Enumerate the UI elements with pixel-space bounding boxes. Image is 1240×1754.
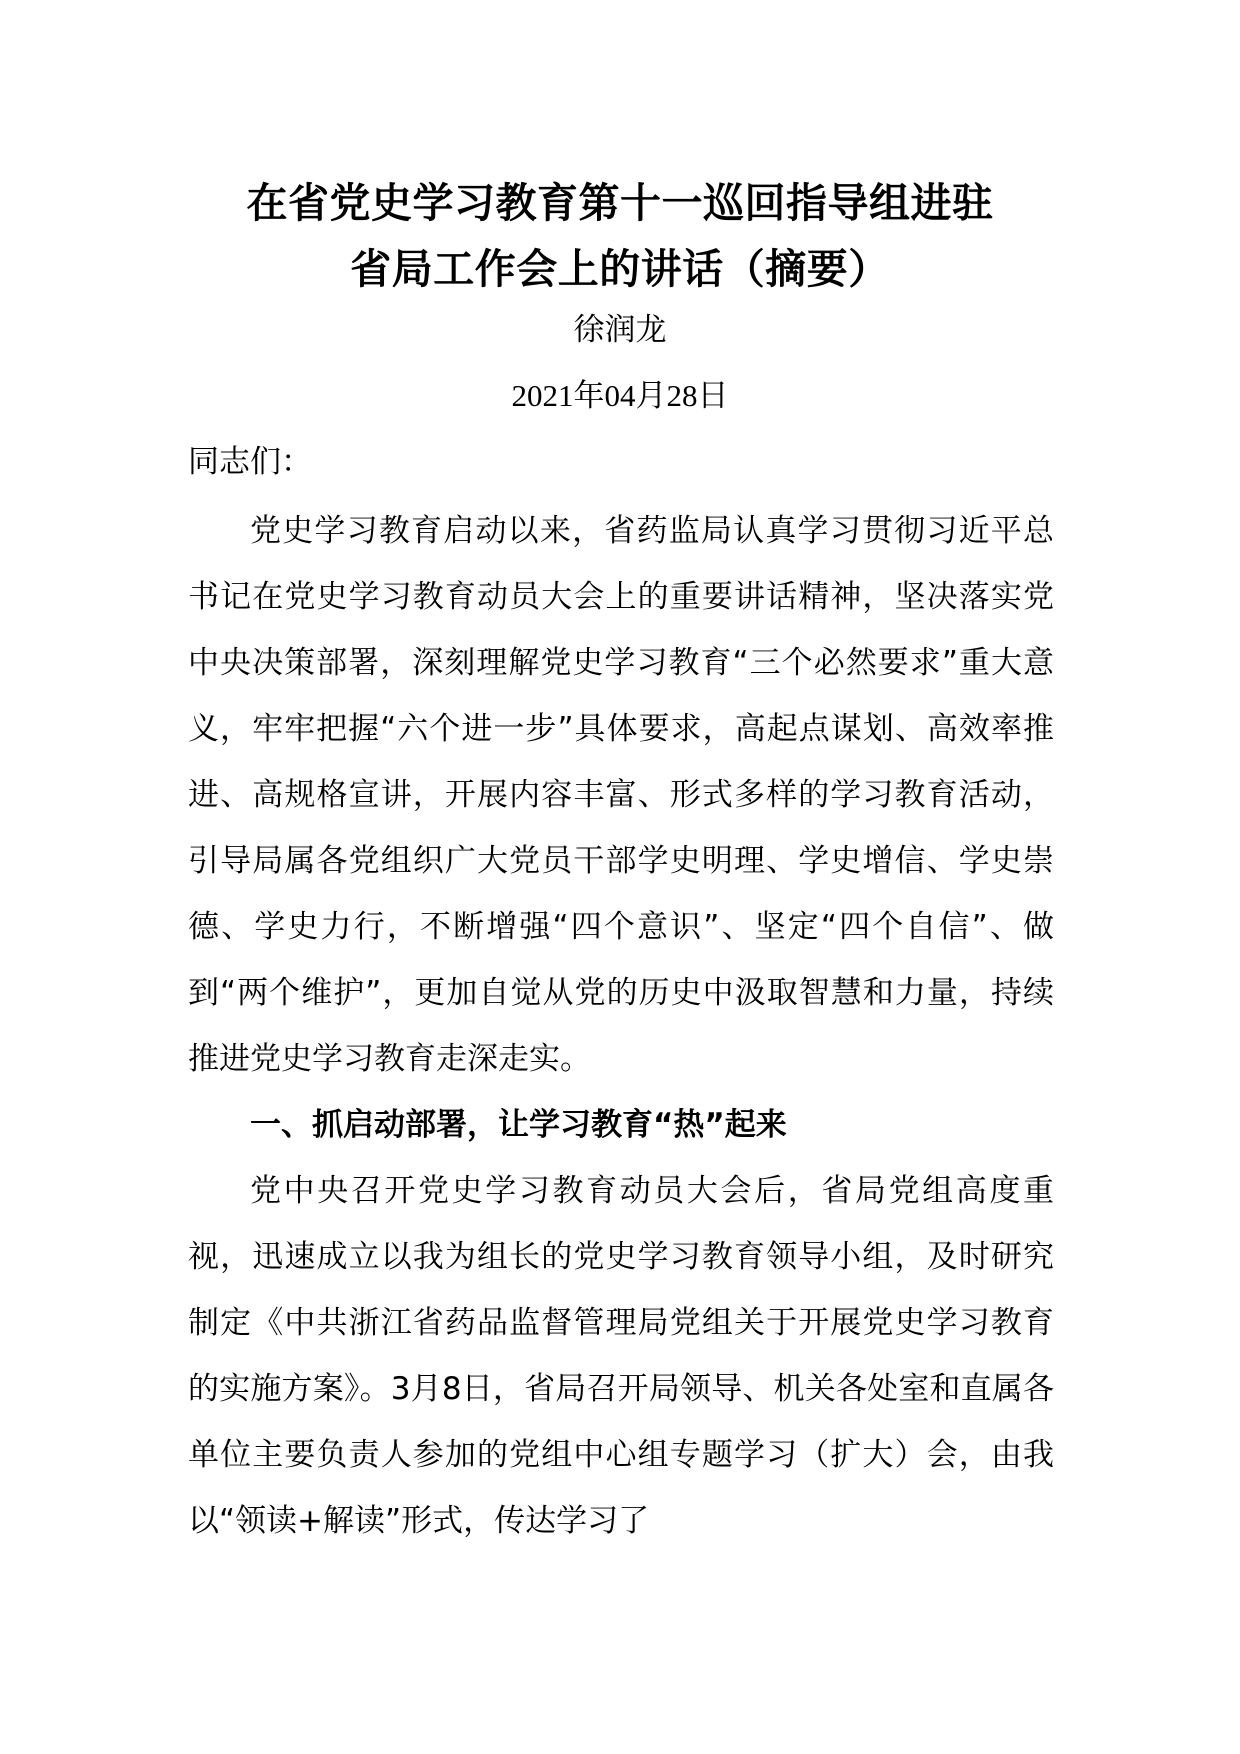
body-paragraph-1: 党史学习教育启动以来，省药监局认真学习贯彻习近平总书记在党史学习教育动员大会上的重要讲话精神，坚决落实党中央决策部署，深刻理解党史学习教育“三个必然要求”重大意义，牢牢把握“六个进一步”具体要求，高起点谋划、高效率推进、高规格宣讲，开展内容丰富、形式多样的学习教育活动，引导局属各党组织广大党员干部学史明理、学史增信、学史崇德、学史力行，不断增强“四个意识”、坚定“四个自信”、做到“两个维护”，更加自觉从党的历史中汲取智慧和力量，持续推进党史学习教育走深走实。 — [188, 513, 1054, 1077]
document-date: 2021年04月28日 — [511, 378, 729, 413]
document-title-line-2: 省局工作会上的讲话（摘要） — [350, 245, 890, 293]
document-body — [188, 498, 1054, 1554]
author-name: 徐润龙 — [573, 312, 667, 348]
section-heading-1: 一、抓启动部署，让学习教育“热”起来 — [250, 1107, 787, 1143]
salutation: 同志们： — [188, 444, 312, 480]
document-title-line-1: 在省党史学习教育第十一巡回指导组进驻 — [246, 179, 994, 227]
body-paragraph-2: 党中央召开党史学习教育动员大会后，省局党组高度重视，迅速成立以我为组长的党史学习教育领导小组，及时研究制定《中共浙江省药品监督管理局党组关于开展党史学习教育的实施方案》。3月8日，省局召开局领导、机关各处室和直属各单位主要负责人参加的党组中心组专题学习（扩大）会，由我以“领读+解读”形式，传达学习了 — [188, 1173, 1054, 1539]
